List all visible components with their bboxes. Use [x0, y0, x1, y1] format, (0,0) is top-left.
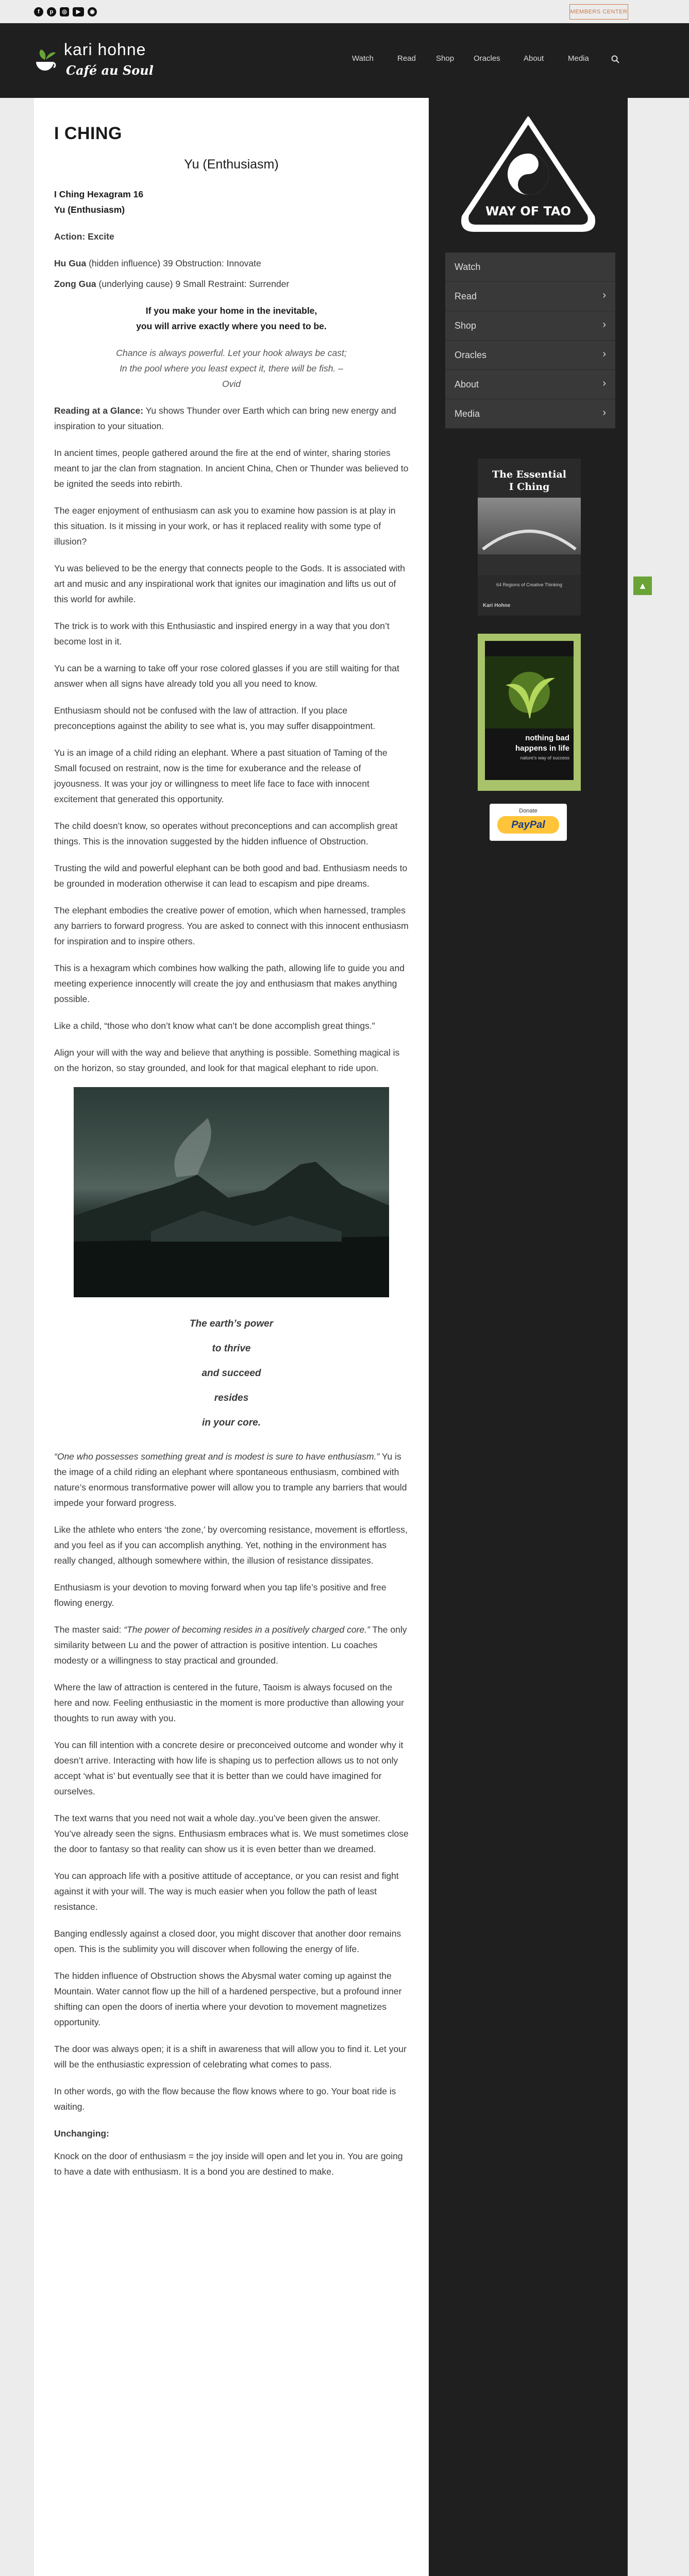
leaf-cup-icon [34, 48, 58, 72]
site-header [0, 23, 689, 98]
body-paragraph: You can fill intention with a concrete desire or preconceived outcome and wonder why it doesn’t arrive. Interacting with how life is shaping us to perfection allows us to not only accept ‘what is’ but eventually see that it is better than we could have imagined for ourselves. [54, 1740, 404, 1797]
way-of-tao-badge[interactable] [459, 113, 598, 237]
book-author: Kari Hohne [483, 603, 511, 608]
search-icon[interactable] [611, 55, 619, 63]
body-paragraph: The elephant embodies the creative power of emotion, which when harnessed, tramples any barriers to forward progress. You are asked to connect with this innocent enthusiasm for inspiration and to inspire others. [54, 905, 409, 946]
sidebar-item-label: About [455, 379, 479, 389]
master-pre: The master said: [54, 1624, 122, 1635]
sidebar-item-label: Oracles [455, 350, 487, 360]
article [54, 98, 409, 2191]
main-content [34, 98, 429, 2576]
chevron-up-icon: ▲ [638, 581, 647, 591]
chevron-right-icon: › [602, 407, 606, 418]
nav-about[interactable]: About [524, 54, 544, 63]
verse-line-1: The earth’s power [189, 1318, 274, 1329]
glance-label: Reading at a Glance: [54, 405, 144, 416]
sidebar-menu [445, 252, 615, 429]
body-paragraph: Yu was believed to be the energy that connects people to the Gods. It is associated with art and music and any inspirational work that ignites our imagination and lifts us out of this world for awhile. [54, 563, 405, 604]
elephant-text: Yu is the image of a child riding an elephant where spontaneous enthusiasm, combined with nature’s enormous transformative power will allow you to trample any barriers that would impede your forward progress. [54, 1451, 407, 1508]
sprout-image [485, 641, 574, 728]
nav-watch[interactable]: Watch [352, 54, 374, 63]
body-paragraph: The child doesn’t know, so operates without preconceptions and can accomplish great things. This is the innovation suggested by the hidden influence of Obstruction. [54, 821, 398, 846]
body-paragraph: Yu can be a warning to take off your rose colored glasses if you are still waiting for that answer when all signs have already told you all you need to know. [54, 663, 399, 689]
sidebar-item-label: Media [455, 409, 480, 419]
body-paragraph: The text warns that you need not wait a whole day..you’ve been given the answer. You’ve already seen the signs. Enthusiasm embraces what is. We must sometimes close the door to fantasy so that reality can show us it is even better than we dreamed. [54, 1813, 409, 1854]
nav-shop[interactable]: Shop [436, 54, 455, 63]
quote-line-3: Ovid [222, 379, 241, 389]
logo-subtitle: Café au Soul [66, 63, 154, 78]
body-paragraph: Enthusiasm is your devotion to moving forward when you tap life’s positive and free flowing energy. [54, 1582, 386, 1608]
top-social-bar [0, 0, 689, 23]
body-paragraph: Like the athlete who enters ‘the zone,’ by overcoming resistance, movement is effortless, and you feel as if you can accomplish anything. Yet, nothing in the environment has really changed, although somewhere within, the illusion of resistance dissipates. [54, 1524, 408, 1566]
paypal-donate-button[interactable] [490, 804, 567, 841]
glance-text: Yu shows Thunder over Earth which can bring new energy and inspiration to your situation. [54, 405, 396, 431]
body-paragraph: Yu is an image of a child riding an elephant. Where a past situation of Taming of the Small focused on restraint, now is the time for exuberance and the release of joyousness. It was your joy or willingness to meet life face to face with innocent excitement that generated this opportunity. [54, 748, 388, 804]
book-line-3: nature's way of success [520, 755, 569, 760]
master-text: The only similarity between Lu and the power of attraction is positive intention. Lu coaches modesty or a willingness to stay practical and grounded. [54, 1624, 407, 1666]
bridge-image [478, 498, 581, 575]
book-essential-i-ching[interactable] [478, 459, 581, 616]
sidebar-item-media[interactable] [445, 399, 615, 429]
chevron-right-icon: › [602, 378, 606, 389]
chevron-right-icon: › [602, 290, 606, 301]
master-quote: “The power of becoming resides in a positively charged core.” [124, 1624, 370, 1635]
body-paragraph: The door was always open; it is a shift in awareness that will allow you to find it. Let your will be the enthusiastic expression of celebrating what comes to pass. [54, 2044, 407, 2070]
pinterest-icon[interactable]: p [47, 7, 56, 16]
body-paragraph: In other words, go with the flow because the flow knows where to go. Your boat ride is waiting. [54, 2086, 396, 2112]
sidebar-item-read[interactable] [445, 282, 615, 311]
verse-line-2: to thrive [212, 1343, 251, 1354]
book-cover-photo [485, 641, 574, 780]
book-title-2: I Ching [509, 481, 550, 493]
scroll-to-top-button[interactable] [633, 577, 652, 595]
paypal-logo: PayPal [497, 816, 559, 834]
donate-label: Donate [519, 808, 537, 814]
body-paragraph: The hidden influence of Obstruction shows the Abysmal water coming up against the Mountain. Water cannot flow up the hill of a hardened perspective, but a profound inner shifting can open the doors of inertia where your devotion to movement magnetizes opportunity. [54, 1971, 402, 2027]
book-cover-photo [478, 498, 581, 575]
verse-line-4: resides [214, 1393, 249, 1403]
zong-gua-text: (underlying cause) 9 Small Restraint: Surrender [98, 279, 290, 289]
tagline-line-1: If you make your home in the inevitable, [145, 306, 317, 316]
volcano-photo [74, 1087, 389, 1297]
master-paragraph [54, 1622, 409, 1668]
body-paragraph: The eager enjoyment of enthusiasm can ask you to examine how passion is at play in this situation. Is it missing in your work, or has it replaced reality with some type of illusion? [54, 505, 396, 547]
site-logo[interactable] [34, 37, 163, 89]
body-paragraph: Banging endlessly against a closed door, you might discover that another door remains open. This is the sublimity you will discover when following the energy of life. [54, 1928, 401, 1954]
book-line-1: nothing bad [525, 734, 569, 742]
volcano-landscape-image [74, 1087, 389, 1297]
body-paragraph: Like a child, “those who don’t know what can’t be done accomplish great things.” [54, 1021, 375, 1031]
unchanging-label: Unchanging: [54, 2128, 109, 2139]
chevron-right-icon: › [602, 348, 606, 360]
facebook-icon[interactable]: f [34, 7, 43, 16]
sidebar [429, 98, 628, 2576]
sidebar-item-label: Read [455, 291, 477, 301]
page-title: I CHING [54, 124, 122, 143]
quote-line-1: Chance is always powerful. Let your hook always be cast; [116, 348, 347, 358]
zong-gua-label: Zong Gua [54, 279, 96, 289]
zong-gua-line [54, 276, 409, 292]
body-paragraph: In ancient times, people gathered around the fire at the end of winter, sharing stories meant to jar the clan from stagnation. In ancient China, Chen or Thunder was believed to be ignited the seeds into rebirth. [54, 448, 409, 489]
hu-gua-label: Hu Gua [54, 258, 87, 268]
hexagram-number: I Ching Hexagram 16 [54, 189, 144, 199]
sidebar-item-about[interactable] [445, 370, 615, 399]
instagram-icon[interactable]: ◎ [60, 7, 69, 16]
body-paragraph: Enthusiasm should not be confused with the law of attraction. If you place preconceptions against the ability to see what is, you may suffer disappointment. [54, 705, 376, 731]
book-subtitle: 64 Regions of Creative Thinking [496, 582, 562, 587]
members-center-button[interactable]: MEMBERS CENTER [569, 4, 628, 20]
action-line [54, 229, 409, 244]
elephant-quote: “One who possesses something great and is modest is sure to have enthusiasm.” [54, 1451, 380, 1462]
sidebar-item-watch[interactable] [445, 252, 615, 282]
badge-text: WAY OF TAO [485, 204, 572, 218]
body-paragraph: Where the law of attraction is centered in the future, Taoism is always focused on the here and now. Feeling enthusiastic in the moment is more productive than allowing your thoughts to run away with you. [54, 1682, 404, 1723]
body-paragraph: This is a hexagram which combines how walking the path, allowing life to guide you and meeting experience innocently will create the joy and enthusiasm that makes anything possible. [54, 963, 405, 1004]
hu-gua-line [54, 256, 409, 271]
body-paragraph: Trusting the wild and powerful elephant can be both good and bad. Enthusiasm needs to be grounded in moderation otherwise it can lead to escapism and pipe dreams. [54, 863, 408, 889]
youtube-icon[interactable]: ▶ [73, 7, 84, 16]
verse-line-3: and succeed [201, 1368, 261, 1379]
body-paragraph: Align your will with the way and believe that anything is possible. Something magical is on the horizon, so stay grounded, and look for that magical elephant to ride upon. [54, 1047, 400, 1073]
quote-line-2: In the pool where you least expect it, there will be fish. – [120, 363, 343, 374]
sidebar-item-shop[interactable] [445, 311, 615, 341]
elephant-paragraph [54, 1449, 409, 1511]
article-subtitle: Yu (Enthusiasm) [184, 157, 279, 172]
hexagram-name: Yu (Enthusiasm) [54, 205, 125, 215]
nav-oracles[interactable]: Oracles [474, 54, 500, 63]
body-paragraph: You can approach life with a positive attitude of acceptance, or you can resist and fight against it with your will. The way is much easier when you follow the path of least resistance. [54, 1871, 399, 1912]
sidebar-item-label: Watch [455, 262, 481, 272]
verse-line-5: in your core. [201, 1417, 261, 1428]
glance-paragraph [54, 403, 409, 434]
logo-name: kari hohne [64, 40, 146, 59]
nav-media[interactable]: Media [568, 54, 589, 63]
right-gutter [628, 98, 689, 2576]
tagline-line-2: you will arrive exactly where you need to be. [136, 321, 327, 331]
instagram-alt-icon[interactable]: ◉ [88, 7, 97, 16]
chevron-right-icon: › [602, 319, 606, 330]
body-paragraph: The trick is to work with this Enthusiastic and inspired energy in a way that you don’t become lost in it. [54, 621, 390, 647]
book-line-2: happens in life [515, 744, 569, 753]
book-nothing-bad-happens[interactable] [478, 634, 581, 791]
nav-read[interactable]: Read [397, 54, 416, 63]
hu-gua-text: (hidden influence) 39 Obstruction: Innovate [89, 258, 261, 268]
sidebar-item-oracles[interactable] [445, 341, 615, 370]
action-label: Action: [54, 231, 86, 242]
book-title-1: The Essential [492, 469, 566, 480]
action-value: Excite [88, 231, 114, 242]
unchanging-text: Knock on the door of enthusiasm = the joy inside will open and let you in. You are going to have a date with enthusiasm. It is a bond you are destined to make. [54, 2151, 403, 2177]
sidebar-item-label: Shop [455, 320, 477, 331]
